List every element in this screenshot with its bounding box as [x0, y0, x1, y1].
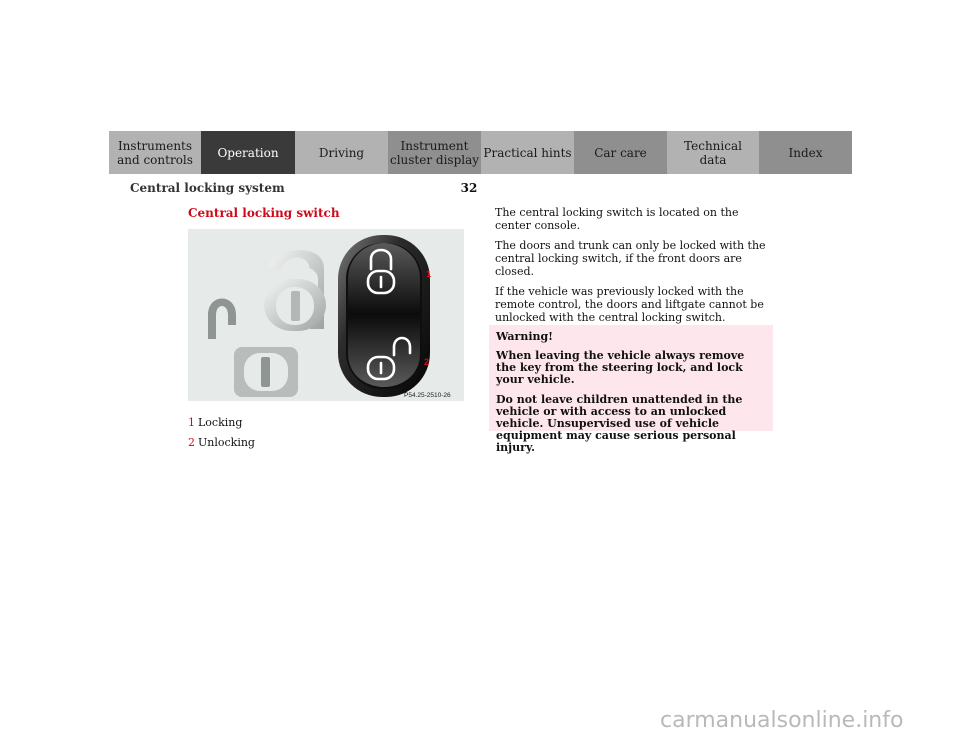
chapter-tab-bar [109, 131, 852, 174]
body-paragraph-location: The central locking switch is located on the center console. [495, 206, 739, 232]
tab-driving[interactable]: Driving [295, 131, 388, 174]
legend-item-locking: 1 Locking [188, 416, 243, 429]
tab-instrument-cluster-display[interactable]: Instrument cluster display [388, 131, 481, 174]
tab-car-care[interactable]: Car care [574, 131, 667, 174]
callout-1: 1 [426, 269, 432, 279]
body-paragraph-front-doors: The doors and trunk can only be locked with the central locking switch, if the front doors are closed. [495, 239, 766, 278]
central-locking-heading: Central locking switch [188, 206, 340, 220]
tab-technical-data[interactable]: Technical data [667, 131, 759, 174]
central-locking-switch-figure [188, 229, 464, 401]
body-text [495, 206, 777, 331]
switch-illustration [188, 229, 464, 401]
legend-item-unlocking: 2 Unlocking [188, 436, 255, 449]
lock-button[interactable] [348, 243, 420, 315]
background-lock-shapes [208, 250, 326, 397]
watermark: carmanualsonline.info [660, 708, 904, 733]
tab-practical-hints[interactable]: Practical hints [481, 131, 574, 174]
warning-title: Warning! [496, 330, 554, 343]
body-paragraph-remote: If the vehicle was previously locked with the remote control, the doors and liftgate cannot be unlocked with the central locking switch. [495, 285, 764, 324]
callout-2: 2 [424, 357, 430, 367]
figure-legend [188, 413, 255, 453]
tab-operation[interactable]: Operation [201, 131, 295, 174]
tab-index[interactable]: Index [759, 131, 852, 174]
tab-instruments-and-controls[interactable]: Instruments and controls [109, 131, 201, 174]
figure-code: P54.25-2510-26 [404, 392, 451, 399]
section-title: Central locking system [130, 181, 285, 195]
page-number: 32 [460, 181, 478, 195]
warning-paragraph-children: Do not leave children unattended in the vehicle or with access to an unlocked vehicle. Unsupervised use of vehicle equipment may cause serious personal injury. [496, 393, 743, 454]
warning-box [489, 325, 773, 454]
warning-paragraph-key: When leaving the vehicle always remove the key from the steering lock, and lock your vehicle. [496, 349, 745, 386]
central-locking-switch[interactable] [338, 235, 430, 397]
